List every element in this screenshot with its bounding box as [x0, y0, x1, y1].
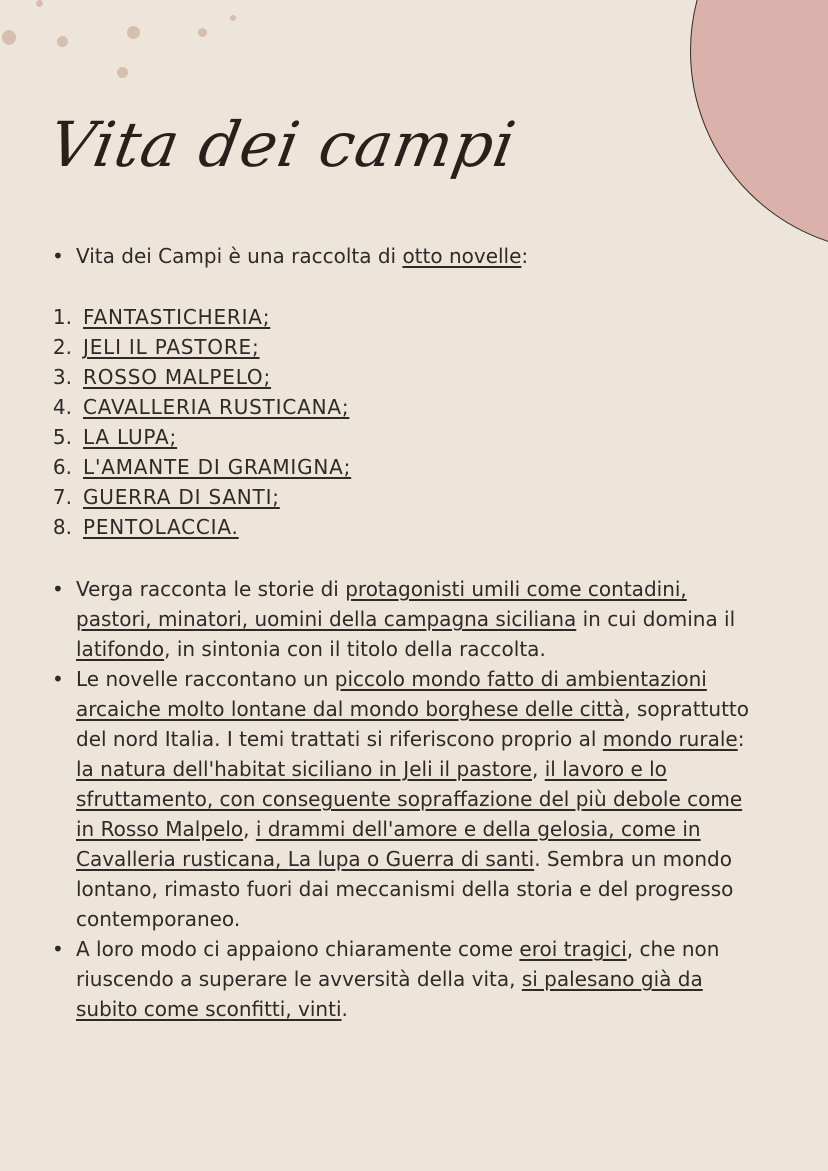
bullet: • — [52, 937, 64, 961]
bullet: • — [52, 244, 64, 268]
decorative-dot — [127, 26, 140, 39]
decorative-dot — [117, 67, 128, 78]
intro-line: Vita dei Campi è una raccolta di otto novelle: — [76, 244, 529, 268]
decorative-dot — [230, 15, 236, 21]
decorative-dot — [2, 30, 16, 45]
bullet: • — [52, 667, 64, 691]
page-title: Vita dei campi — [43, 108, 522, 181]
decorative-pink-circle — [690, 0, 828, 252]
bullet: • — [52, 577, 64, 601]
decorative-dot — [36, 0, 43, 7]
decorative-dot — [57, 36, 68, 47]
decorative-dot — [198, 28, 207, 37]
